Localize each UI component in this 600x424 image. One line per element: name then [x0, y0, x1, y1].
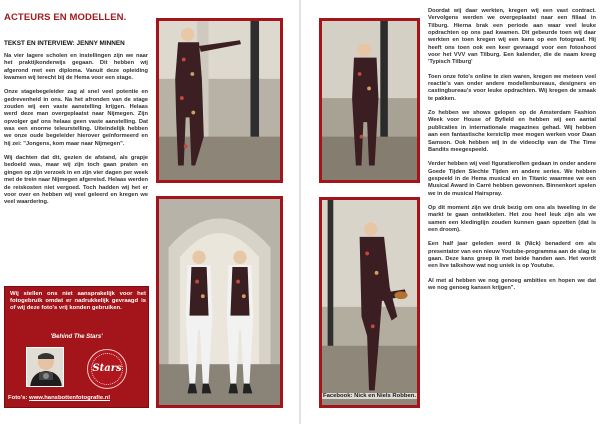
disclaimer-text: Wij stellen ons niet aansprakelijk voor het fotogebruik omdat er nadrukkelijk gevraagd is of wij deze foto's vrij konden gebruiken. — [10, 291, 146, 312]
paragraph: Wij dachten dat dit, gezien de afstand, als grapje bedoeld was, maar wij zijn toch gaan praten en gingen op zijn verzoek in en zijn vier dagen per week met de trein naar Nijmegen afgereisd. Helaas werden de reiskosten niet vergoed. Toch hadden wij het er voor over en hebben wij veel geleerd en kregen we veel waardering. — [4, 155, 148, 206]
behind-the-stars-label: 'Behind The Stars' — [50, 334, 103, 340]
article-byline: TEKST EN INTERVIEW: JENNY MINNEN — [4, 40, 125, 47]
logo-text: Stars — [92, 363, 122, 374]
photo-model-lamppost-image — [159, 21, 280, 180]
photographer-portrait — [26, 347, 64, 387]
right-column-text — [428, 8, 596, 299]
photo-model-shoe-image — [322, 200, 417, 405]
paragraph: Onze stagebegeleider zag al snel veel potentie en gedrevenheid in ons. Na het afronden van de stage zouden wij een vaste aanstelling krijgen. Helaas werd deze man overgeplaatst naar Nijmegen. Zijn opvolger gaf ons helaas geen vaste aanstelling. Dat was een enorme teleurstelling. Uiteindelijk hebben we onze oude begeleider hierover geïnformeerd en hij zei: "Jongens, kom maar naar Nijmegen". — [4, 89, 148, 147]
photo-model-shoe — [319, 197, 420, 408]
photo-twins-arch — [156, 196, 283, 408]
disclaimer-box — [4, 286, 149, 408]
paragraph: Doordat wij daar werkten, kregen wij een vast contract. Vervolgens werden we overgeplaatst naar een filiaal in Tilburg. Hierna brak een periode aan waar veel leuke opdrachten op ons pad kwamen. Dit gebeurde toen wij daar werkten en toen kregen wij een kans op een fotograaf. Hij heeft ons toen ook een keer gevraagd voor een fotoshoot voor het VVV van Tilburg. Een kalender, die de naam kreeg 'Typisch Tilburg' — [428, 8, 596, 66]
left-column-text — [4, 53, 148, 214]
paragraph: Toen onze foto's online te zien waren, kregen we meteen veel reactie's van onder andere modellenbureaus, designers en castingbureau's voor leuke opdrachten. Wij kregen de smaak te pakken. — [428, 73, 596, 102]
paragraph: Op dit moment zijn we druk bezig om ons als tweeling in de markt te gaan ontwikkelen. Het zou heel leuk zijn als we samen een kledinglijn zouden kunnen gaan opzetten (dat is een droom). — [428, 204, 596, 233]
paragraph: Zo hebben we shows gelopen op de Amsterdam Fashion Week voor House of Byfield en hebben wij een aantal publicaties in internationale magazines gehad. Wij hebben aan een fantastische kerstclip mee mogen werken voor Daan Samson. Ook hebben wij in de videoclip van de The Time Bandits meegespeeld. — [428, 110, 596, 153]
photographer-portrait-image — [27, 348, 64, 387]
page-title: ACTEURS EN MODELLEN. — [4, 12, 127, 23]
photo-model-pole — [319, 18, 420, 183]
paragraph: Na vier lagere scholen en instellingen zijn we naar het praktijkonderwijs gegaan. Dit hebben wij afgerond met een diploma. Vanuit deze opleiding kwamen wij terecht bij de Hema voor een stage. — [4, 53, 148, 82]
photo-credit — [8, 395, 148, 401]
facebook-caption: Facebook: Nick en Niels Robben. — [323, 393, 416, 399]
right-page — [301, 0, 600, 424]
paragraph: Verder hebben wij veel figuratierollen gedaan in onder andere Goede Tijden Slechte Tijden en andere series. We hebben gespeeld in de Hema musical en in Titanic waarmee we een Musical Award in Carré hebben gewonnen. Binnenkort spelen we in de musical Hairspray. — [428, 161, 596, 197]
photo-model-lamppost — [156, 18, 283, 183]
photo-credit-label: Foto's: — [8, 395, 28, 401]
paragraph: Een half jaar geleden werd ik (Nick) benaderd om als presentator van een nieuw Youtube-programma aan de slag te gaan. Deze kans greep ik met beide handen aan. Het wordt een live talkshow wat nog uniek is op Youtube. — [428, 241, 596, 270]
photo-twins-arch-image — [159, 199, 280, 405]
photographer-website-link[interactable]: www.hansbottenfotografie.nl — [29, 395, 110, 401]
photo-model-pole-image — [322, 21, 417, 180]
behind-the-stars-logo — [87, 349, 127, 389]
paragraph: Al met al hebben we nog genoeg ambities en hopen we dat we nog genoeg kansen krijgen". — [428, 277, 596, 291]
